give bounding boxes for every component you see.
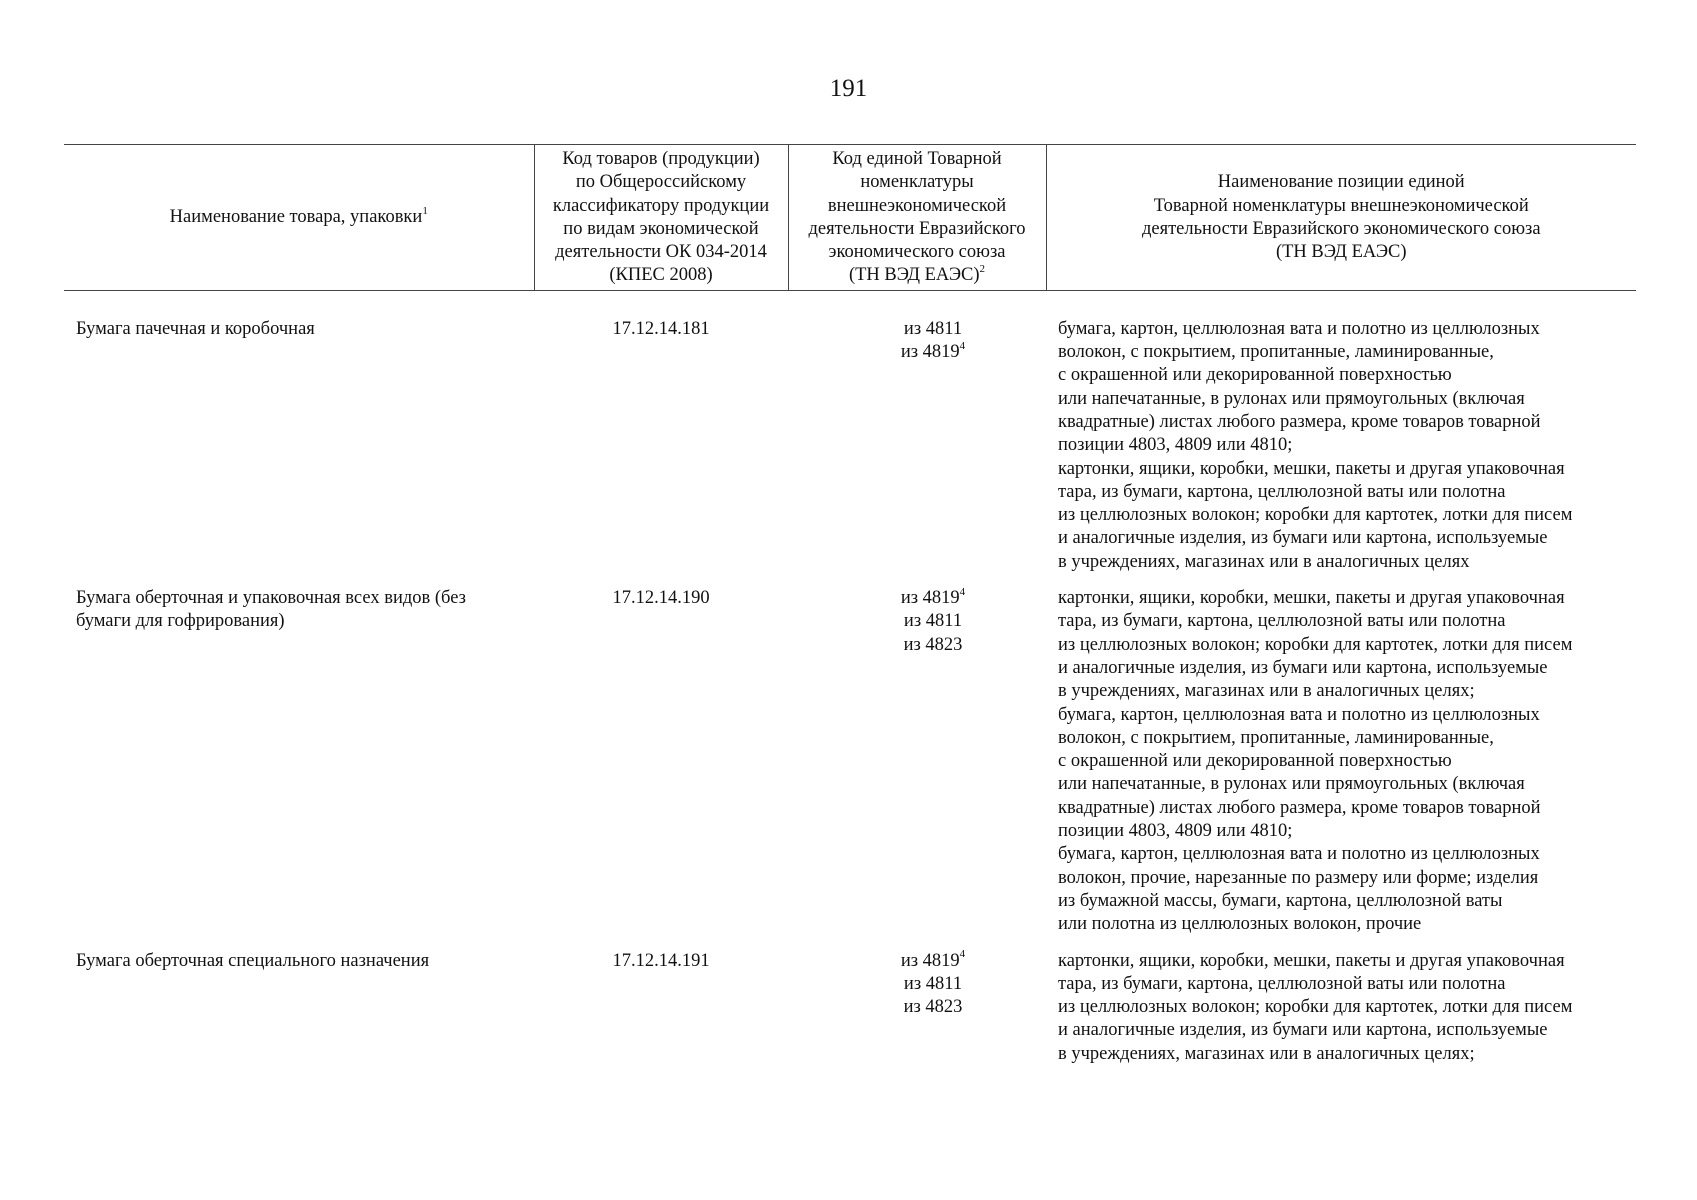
description-line: квадратные) листах любого размера, кроме товаров товарной	[1058, 797, 1541, 818]
description-line: тара, из бумаги, картона, целлюлозной ваты или полотна	[1058, 481, 1506, 502]
goods-name-line: Бумага пачечная и коробочная	[76, 318, 315, 339]
description-line: волокон, прочие, нарезанные по размеру или форме; изделия	[1058, 867, 1539, 888]
header-tnved-line: внешнеэкономической	[827, 195, 1007, 216]
tnved-code-text: из 4823	[903, 997, 963, 1018]
header-tnved-footnote: 2	[979, 263, 986, 276]
position-description-cell	[1046, 290, 1636, 574]
description-line: позиции 4803, 4809 или 4810;	[1058, 821, 1293, 842]
description-line: бумага, картон, целлюлозная вата и полотно из целлюлозных	[1058, 318, 1540, 339]
goods-name-cell	[64, 290, 534, 574]
description-line: в учреждениях, магазинах или в аналогичных целях;	[1058, 1043, 1475, 1064]
description-line: из бумажной массы, бумаги, картона, целлюлозной ваты	[1058, 890, 1503, 911]
header-position-line: (ТН ВЭД ЕАЭС)	[1275, 242, 1407, 263]
header-tnved-code	[788, 145, 1046, 291]
header-okpd-line: по Общероссийскому	[575, 172, 747, 193]
header-okpd-line: (КПЕС 2008)	[609, 265, 713, 286]
description-line: в учреждениях, магазинах или в аналогичных целях	[1058, 551, 1470, 572]
tnved-footnote: 4	[959, 948, 966, 961]
tnved-code-text: из 4819	[900, 588, 960, 609]
okpd-code-cell: 17.12.14.190	[612, 588, 710, 609]
description-line: с окрашенной или декорированной поверхностью	[1058, 365, 1452, 386]
description-line: квадратные) листах любого размера, кроме товаров товарной	[1058, 411, 1541, 432]
tnved-code-text: из 4819	[900, 950, 960, 971]
description-line: картонки, ящики, коробки, мешки, пакеты и другая упаковочная	[1058, 588, 1565, 609]
header-tnved-line: номенклатуры	[860, 172, 974, 193]
tnved-code-text: из 4823	[903, 634, 963, 655]
tnved-code-cell	[788, 290, 1046, 574]
description-line: позиции 4803, 4809 или 4810;	[1058, 435, 1293, 456]
description-line: тара, из бумаги, картона, целлюлозной ваты или полотна	[1058, 973, 1506, 994]
description-line: и аналогичные изделия, из бумаги или картона, используемые	[1058, 657, 1548, 678]
header-goods-name-text: Наименование товара, упаковки	[169, 207, 423, 228]
goods-name-line: Бумага оберточная и упаковочная всех видов (без	[76, 588, 466, 609]
header-position-line: Наименование позиции единой	[1217, 172, 1465, 193]
header-position-line: Товарной номенклатуры внешнеэкономической	[1153, 195, 1529, 216]
description-line: бумага, картон, целлюлозная вата и полотно из целлюлозных	[1058, 704, 1540, 725]
description-line: или напечатанные, в рулонах или прямоугольных (включая	[1058, 774, 1525, 795]
header-okpd-line: деятельности ОК 034-2014	[555, 242, 767, 263]
description-line: из целлюлозных волокон; коробки для картотек, лотки для писем	[1058, 634, 1573, 655]
table-row	[64, 574, 1636, 936]
tnved-code	[828, 634, 1038, 657]
description-line: и аналогичные изделия, из бумаги или картона, используемые	[1058, 1020, 1548, 1041]
goods-table	[64, 144, 1636, 1066]
tnved-code	[828, 341, 1038, 364]
page-number: 191	[829, 75, 868, 102]
tnved-code-text: из 4811	[903, 973, 963, 994]
position-description-cell	[1046, 574, 1636, 936]
tnved-code-cell	[788, 574, 1046, 936]
description-line: или полотна из целлюлозных волокон, прочие	[1058, 914, 1422, 935]
tnved-code	[828, 587, 1038, 610]
description-line: картонки, ящики, коробки, мешки, пакеты и другая упаковочная	[1058, 458, 1565, 479]
tnved-code	[828, 318, 1038, 341]
header-tnved-line: деятельности Евразийского	[808, 218, 1026, 239]
description-line: волокон, с покрытием, пропитанные, ламинированные,	[1058, 727, 1494, 748]
tnved-code	[828, 996, 1038, 1019]
header-tnved-line: Код единой Товарной	[832, 149, 1002, 169]
header-okpd-line: по видам экономической	[563, 218, 759, 239]
tnved-footnote: 4	[959, 585, 966, 598]
description-line: из целлюлозных волокон; коробки для картотек, лотки для писем	[1058, 997, 1573, 1018]
table-row	[64, 937, 1636, 1066]
table-body	[64, 290, 1636, 1066]
header-okpd-line: классификатору продукции	[552, 195, 770, 216]
position-description-cell	[1046, 937, 1636, 1066]
tnved-code	[828, 973, 1038, 996]
header-okpd-line: Код товаров (продукции)	[562, 149, 760, 169]
header-tnved-line: экономического союза	[828, 242, 1006, 263]
header-tnved-position-name	[1046, 145, 1636, 291]
tnved-code-cell	[788, 937, 1046, 1066]
header-tnved-last-line	[795, 264, 1040, 287]
table-header	[64, 145, 1636, 291]
table-row	[64, 290, 1636, 574]
description-line: тара, из бумаги, картона, целлюлозной ваты или полотна	[1058, 611, 1506, 632]
okpd-code-cell: 17.12.14.191	[612, 950, 710, 971]
description-line: бумага, картон, целлюлозная вата и полотно из целлюлозных	[1058, 844, 1540, 865]
description-line: картонки, ящики, коробки, мешки, пакеты и другая упаковочная	[1058, 950, 1565, 971]
tnved-code	[828, 610, 1038, 633]
tnved-code-text: из 4811	[903, 611, 963, 632]
header-tnved-abbrev: (ТН ВЭД ЕАЭС)	[848, 265, 980, 286]
description-line: из целлюлозных волокон; коробки для картотек, лотки для писем	[1058, 505, 1573, 526]
goods-name-cell	[64, 937, 534, 1066]
tnved-code	[828, 950, 1038, 973]
goods-name-line: бумаги для гофрирования)	[76, 611, 285, 632]
tnved-code-text: из 4811	[903, 318, 963, 339]
header-goods-name	[64, 145, 534, 291]
tnved-code-text: из 4819	[900, 342, 960, 363]
description-line: и аналогичные изделия, из бумаги или картона, используемые	[1058, 528, 1548, 549]
header-okpd-code	[534, 145, 788, 291]
tnved-footnote: 4	[959, 339, 966, 352]
description-line: волокон, с покрытием, пропитанные, ламинированные,	[1058, 342, 1494, 363]
description-line: в учреждениях, магазинах или в аналогичных целях;	[1058, 681, 1475, 702]
description-line: или напечатанные, в рулонах или прямоугольных (включая	[1058, 388, 1525, 409]
okpd-code-cell: 17.12.14.181	[612, 318, 710, 339]
description-line: с окрашенной или декорированной поверхностью	[1058, 751, 1452, 772]
header-goods-name-footnote: 1	[422, 205, 428, 218]
header-position-line: деятельности Евразийского экономического союза	[1141, 218, 1541, 239]
goods-name-line: Бумага оберточная специального назначения	[76, 950, 430, 971]
goods-name-cell	[64, 574, 534, 936]
